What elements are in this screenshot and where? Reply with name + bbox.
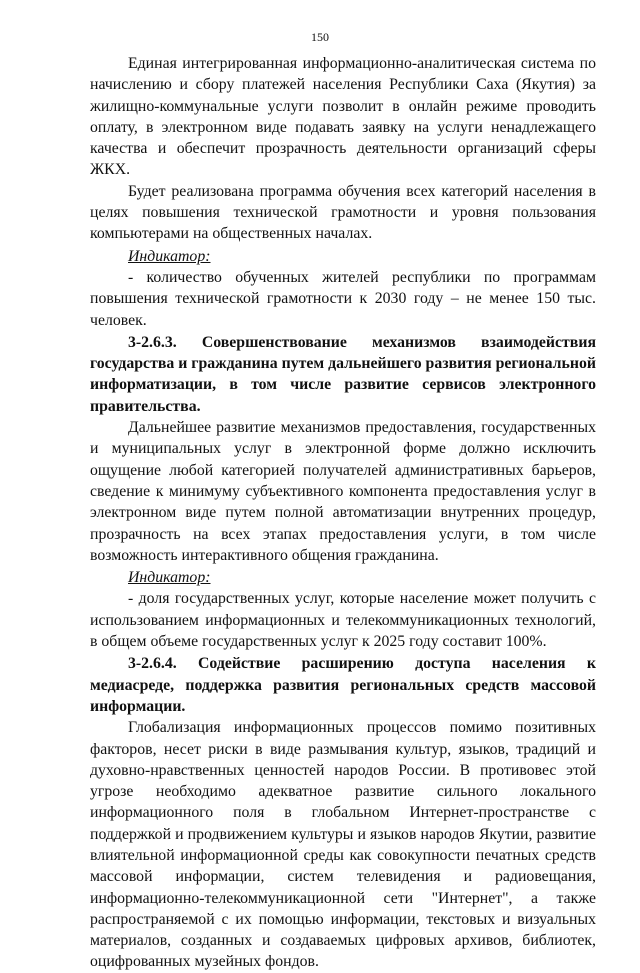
document-body — [90, 53, 596, 973]
indicator-text-1: - количество обученных жителей республики по программам повышения технической грамотности к 2030 году – не менее 150 тыс. человек. — [90, 268, 596, 329]
paragraph-billing-system: Единая интегрированная информационно-аналитическая система по начислению и сбору платежей населения Республики Саха (Якутия) за жилищно-коммунальные услуги позволит в онлайн режиме проводить оплату, в электронном виде подавать заявку на услуги ненадлежащего качества и обеспечит прозрачность деятельности организаций сферы ЖКХ. — [90, 55, 596, 179]
indicator-text-2: - доля государственных услуг, которые население может получить с использованием информационных и телекоммуникационных технологий, в общем объеме государственных услуг к 2025 году составит 100%. — [90, 590, 596, 651]
paragraph-e-government: Дальнейшее развитие механизмов предоставления, государственных и муниципальных услуг в электронной форме должно исключить ощущение любой категорией получателей административных барьеров, сведение к минимуму субъективного компонента предоставления услуг в электронном виде путем полной автоматизации внутренних процедур, прозрачность на всех этапах предоставления услуги, в том числе возможность интерактивного общения гражданина. — [90, 419, 596, 564]
indicator-label-2 — [90, 567, 596, 588]
page-number: 150 — [311, 30, 329, 44]
indicator-label-1 — [90, 246, 596, 267]
section-heading-3-2-6-3: 3-2.6.3. Совершенствование механизмов взаимодействия государства и гражданина путем дальнейшего развития региональной информатизации, в том числе развитие сервисов электронного правительства. — [90, 333, 596, 415]
paragraph-training-program: Будет реализована программа обучения всех категорий населения в целях повышения технической грамотности и уровня пользования компьютерами на общественных началах. — [90, 182, 596, 243]
paragraph-globalization: Глобализация информационных процессов помимо позитивных факторов, несет риски в виде размывания культур, языков, традиций и духовно-нравственных ценностей народов России. В противовес этой угрозе необходимо адекватное развитие сильного локального информационного поля в глобальном Интернет-пространстве с поддержкой и продвижением культуры и языков народов Якутии, развитие влиятельной информационной среды как совокупности печатных средств массовой информации, систем телевидения и радиовещания, информационно-телекоммуникационной сети "Интернет", а также распространяемой с их помощью информации, текстовых и визуальных материалов, созданных и создаваемых цифровых архивов, библиотек, оцифрованных музейных фондов. — [90, 719, 596, 971]
indicator-label-text-2: Индикатор: — [128, 569, 211, 587]
section-heading-3-2-6-4: 3-2.6.4. Содействие расширению доступа населения к медиасреде, поддержка развития региональных средств массовой информации. — [90, 655, 596, 715]
indicator-label-text-1: Индикатор: — [128, 247, 211, 265]
